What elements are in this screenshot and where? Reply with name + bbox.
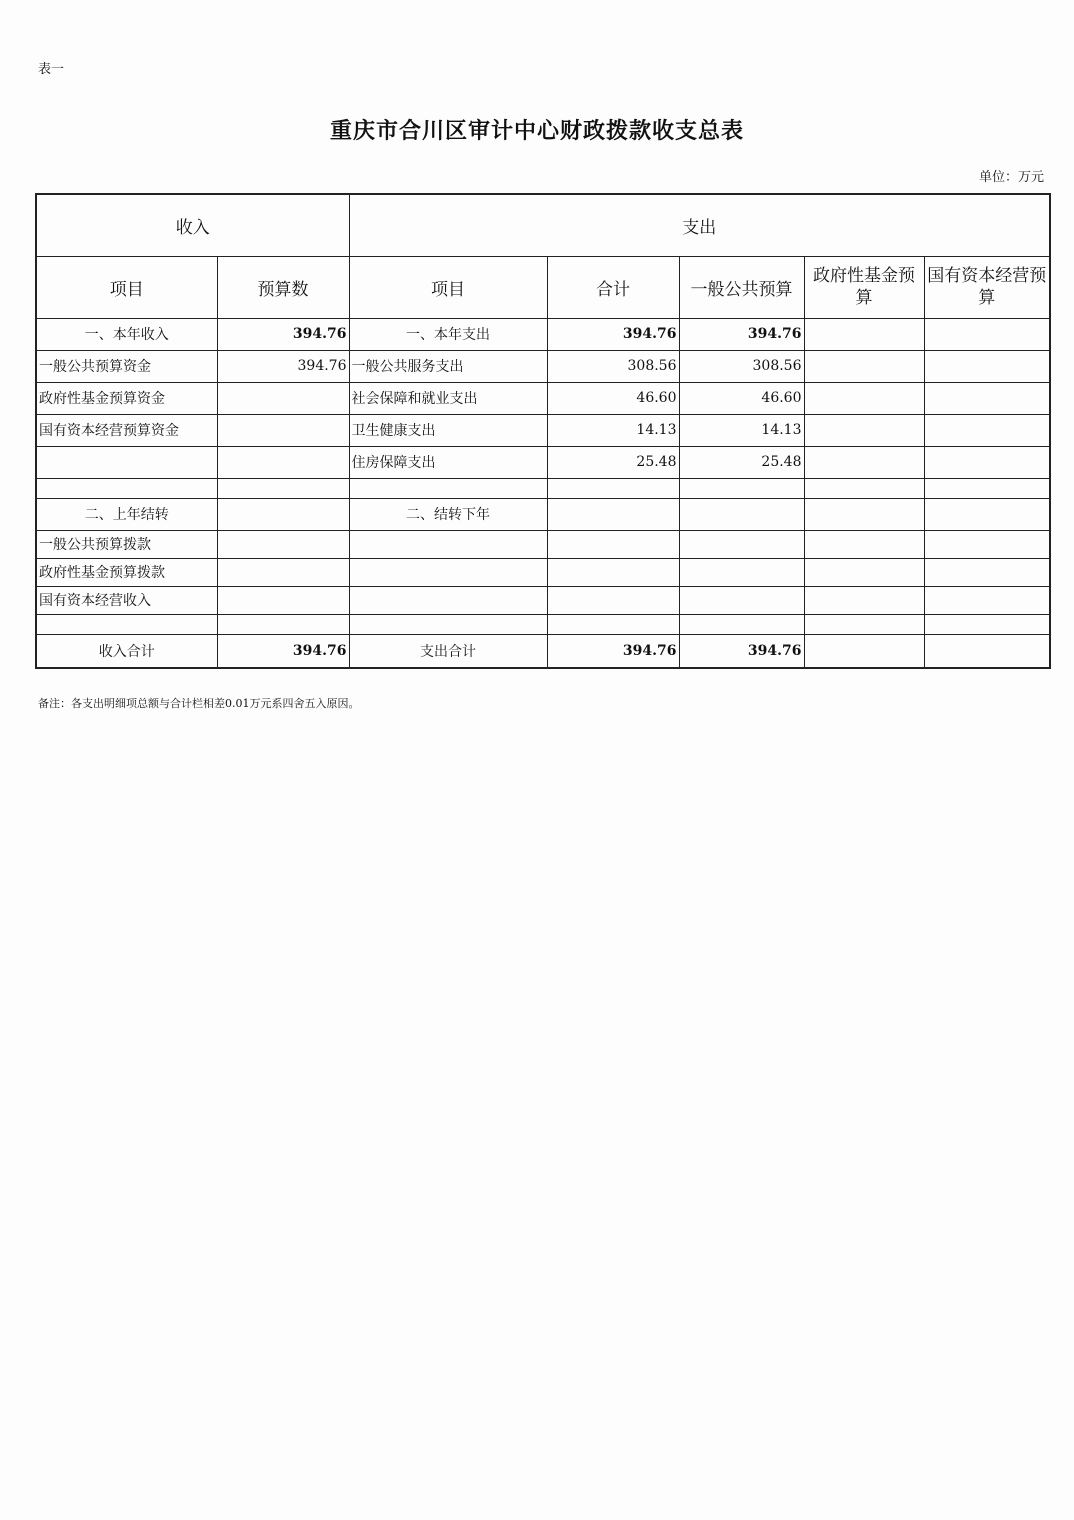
- cell-total: 25.48: [547, 446, 679, 478]
- cell-total: 394.76: [547, 318, 679, 350]
- unit-label: 单位：万元: [978, 170, 1044, 185]
- cell-income-item: 收入合计: [36, 634, 217, 668]
- cell-general: 394.76: [679, 634, 804, 668]
- table-row: [36, 558, 1050, 586]
- table-row: [36, 586, 1050, 614]
- cell-income-item: 一、本年收入: [36, 318, 217, 350]
- cell-general: [679, 498, 804, 530]
- cell-general: [679, 478, 804, 498]
- header-row-columns: [36, 256, 1050, 318]
- cell-expense-item: 社会保障和就业支出: [349, 382, 547, 414]
- cell-income-item: 一般公共预算资金: [36, 350, 217, 382]
- cell-general: [679, 558, 804, 586]
- cell-general: 46.60: [679, 382, 804, 414]
- col-expense-item: 项目: [349, 256, 547, 318]
- cell-expense-item: [349, 558, 547, 586]
- cell-general: 308.56: [679, 350, 804, 382]
- cell-fund: [804, 634, 924, 668]
- cell-general: [679, 586, 804, 614]
- cell-total: [547, 558, 679, 586]
- cell-income-item: [36, 446, 217, 478]
- table-row: [36, 498, 1050, 530]
- cell-total: [547, 530, 679, 558]
- cell-expense-item: 支出合计: [349, 634, 547, 668]
- cell-general: 14.13: [679, 414, 804, 446]
- cell-general: 25.48: [679, 446, 804, 478]
- cell-fund: [804, 446, 924, 478]
- table-body: [36, 318, 1050, 668]
- table-row: [36, 382, 1050, 414]
- cell-state: [924, 446, 1050, 478]
- cell-total: [547, 478, 679, 498]
- table-label: 表一: [38, 62, 65, 77]
- table-row: [36, 530, 1050, 558]
- cell-state: [924, 382, 1050, 414]
- cell-income-item: 国有资本经营收入: [36, 586, 217, 614]
- cell-general: [679, 530, 804, 558]
- cell-state: [924, 318, 1050, 350]
- cell-total: 14.13: [547, 414, 679, 446]
- cell-state: [924, 586, 1050, 614]
- cell-budget: 394.76: [217, 350, 349, 382]
- cell-budget: [217, 478, 349, 498]
- header-row-top: [36, 194, 1050, 256]
- cell-income-item: 一般公共预算拨款: [36, 530, 217, 558]
- cell-budget: [217, 414, 349, 446]
- cell-state: [924, 558, 1050, 586]
- cell-general: 394.76: [679, 318, 804, 350]
- cell-budget: [217, 382, 349, 414]
- cell-budget: [217, 614, 349, 634]
- cell-expense-item: 一般公共服务支出: [349, 350, 547, 382]
- cell-expense-item: 卫生健康支出: [349, 414, 547, 446]
- cell-fund: [804, 318, 924, 350]
- table-row: [36, 478, 1050, 498]
- cell-fund: [804, 558, 924, 586]
- cell-total: 46.60: [547, 382, 679, 414]
- expense-header: 支出: [349, 194, 1050, 256]
- col-budget: 预算数: [217, 256, 349, 318]
- cell-income-item: [36, 614, 217, 634]
- cell-fund: [804, 586, 924, 614]
- cell-total: [547, 498, 679, 530]
- cell-budget: [217, 530, 349, 558]
- cell-fund: [804, 382, 924, 414]
- table-row: [36, 414, 1050, 446]
- cell-income-item: 二、上年结转: [36, 498, 217, 530]
- col-income-item: 项目: [36, 256, 217, 318]
- cell-expense-item: [349, 614, 547, 634]
- col-total: 合计: [547, 256, 679, 318]
- cell-fund: [804, 498, 924, 530]
- income-header: 收入: [36, 194, 349, 256]
- cell-budget: 394.76: [217, 634, 349, 668]
- footnote: 备注：各支出明细项总额与合计栏相差0.01万元系四舍五入原因。: [38, 697, 360, 710]
- cell-fund: [804, 350, 924, 382]
- table-row: [36, 318, 1050, 350]
- cell-state: [924, 414, 1050, 446]
- page-title: 重庆市合川区审计中心财政拨款收支总表: [329, 118, 744, 144]
- cell-expense-item: 一、本年支出: [349, 318, 547, 350]
- cell-fund: [804, 414, 924, 446]
- cell-state: [924, 478, 1050, 498]
- cell-total: 308.56: [547, 350, 679, 382]
- cell-income-item: 政府性基金预算拨款: [36, 558, 217, 586]
- cell-income-item: [36, 478, 217, 498]
- cell-fund: [804, 478, 924, 498]
- cell-state: [924, 634, 1050, 668]
- cell-state: [924, 530, 1050, 558]
- table-row: [36, 446, 1050, 478]
- cell-income-item: 国有资本经营预算资金: [36, 414, 217, 446]
- cell-total: [547, 586, 679, 614]
- col-state: 国有资本经营预算: [924, 256, 1050, 318]
- cell-income-item: 政府性基金预算资金: [36, 382, 217, 414]
- cell-expense-item: [349, 478, 547, 498]
- cell-total: 394.76: [547, 634, 679, 668]
- cell-fund: [804, 614, 924, 634]
- cell-expense-item: 二、结转下年: [349, 498, 547, 530]
- cell-budget: [217, 586, 349, 614]
- cell-budget: [217, 498, 349, 530]
- cell-state: [924, 614, 1050, 634]
- cell-expense-item: [349, 586, 547, 614]
- table-row: [36, 634, 1050, 668]
- cell-state: [924, 350, 1050, 382]
- table-row: [36, 614, 1050, 634]
- cell-general: [679, 614, 804, 634]
- cell-fund: [804, 530, 924, 558]
- cell-budget: 394.76: [217, 318, 349, 350]
- cell-budget: [217, 446, 349, 478]
- cell-budget: [217, 558, 349, 586]
- cell-expense-item: 住房保障支出: [349, 446, 547, 478]
- cell-state: [924, 498, 1050, 530]
- col-general: 一般公共预算: [679, 256, 804, 318]
- table-row: [36, 350, 1050, 382]
- cell-expense-item: [349, 530, 547, 558]
- budget-table: [35, 193, 1051, 669]
- col-fund: 政府性基金预算: [804, 256, 924, 318]
- cell-total: [547, 614, 679, 634]
